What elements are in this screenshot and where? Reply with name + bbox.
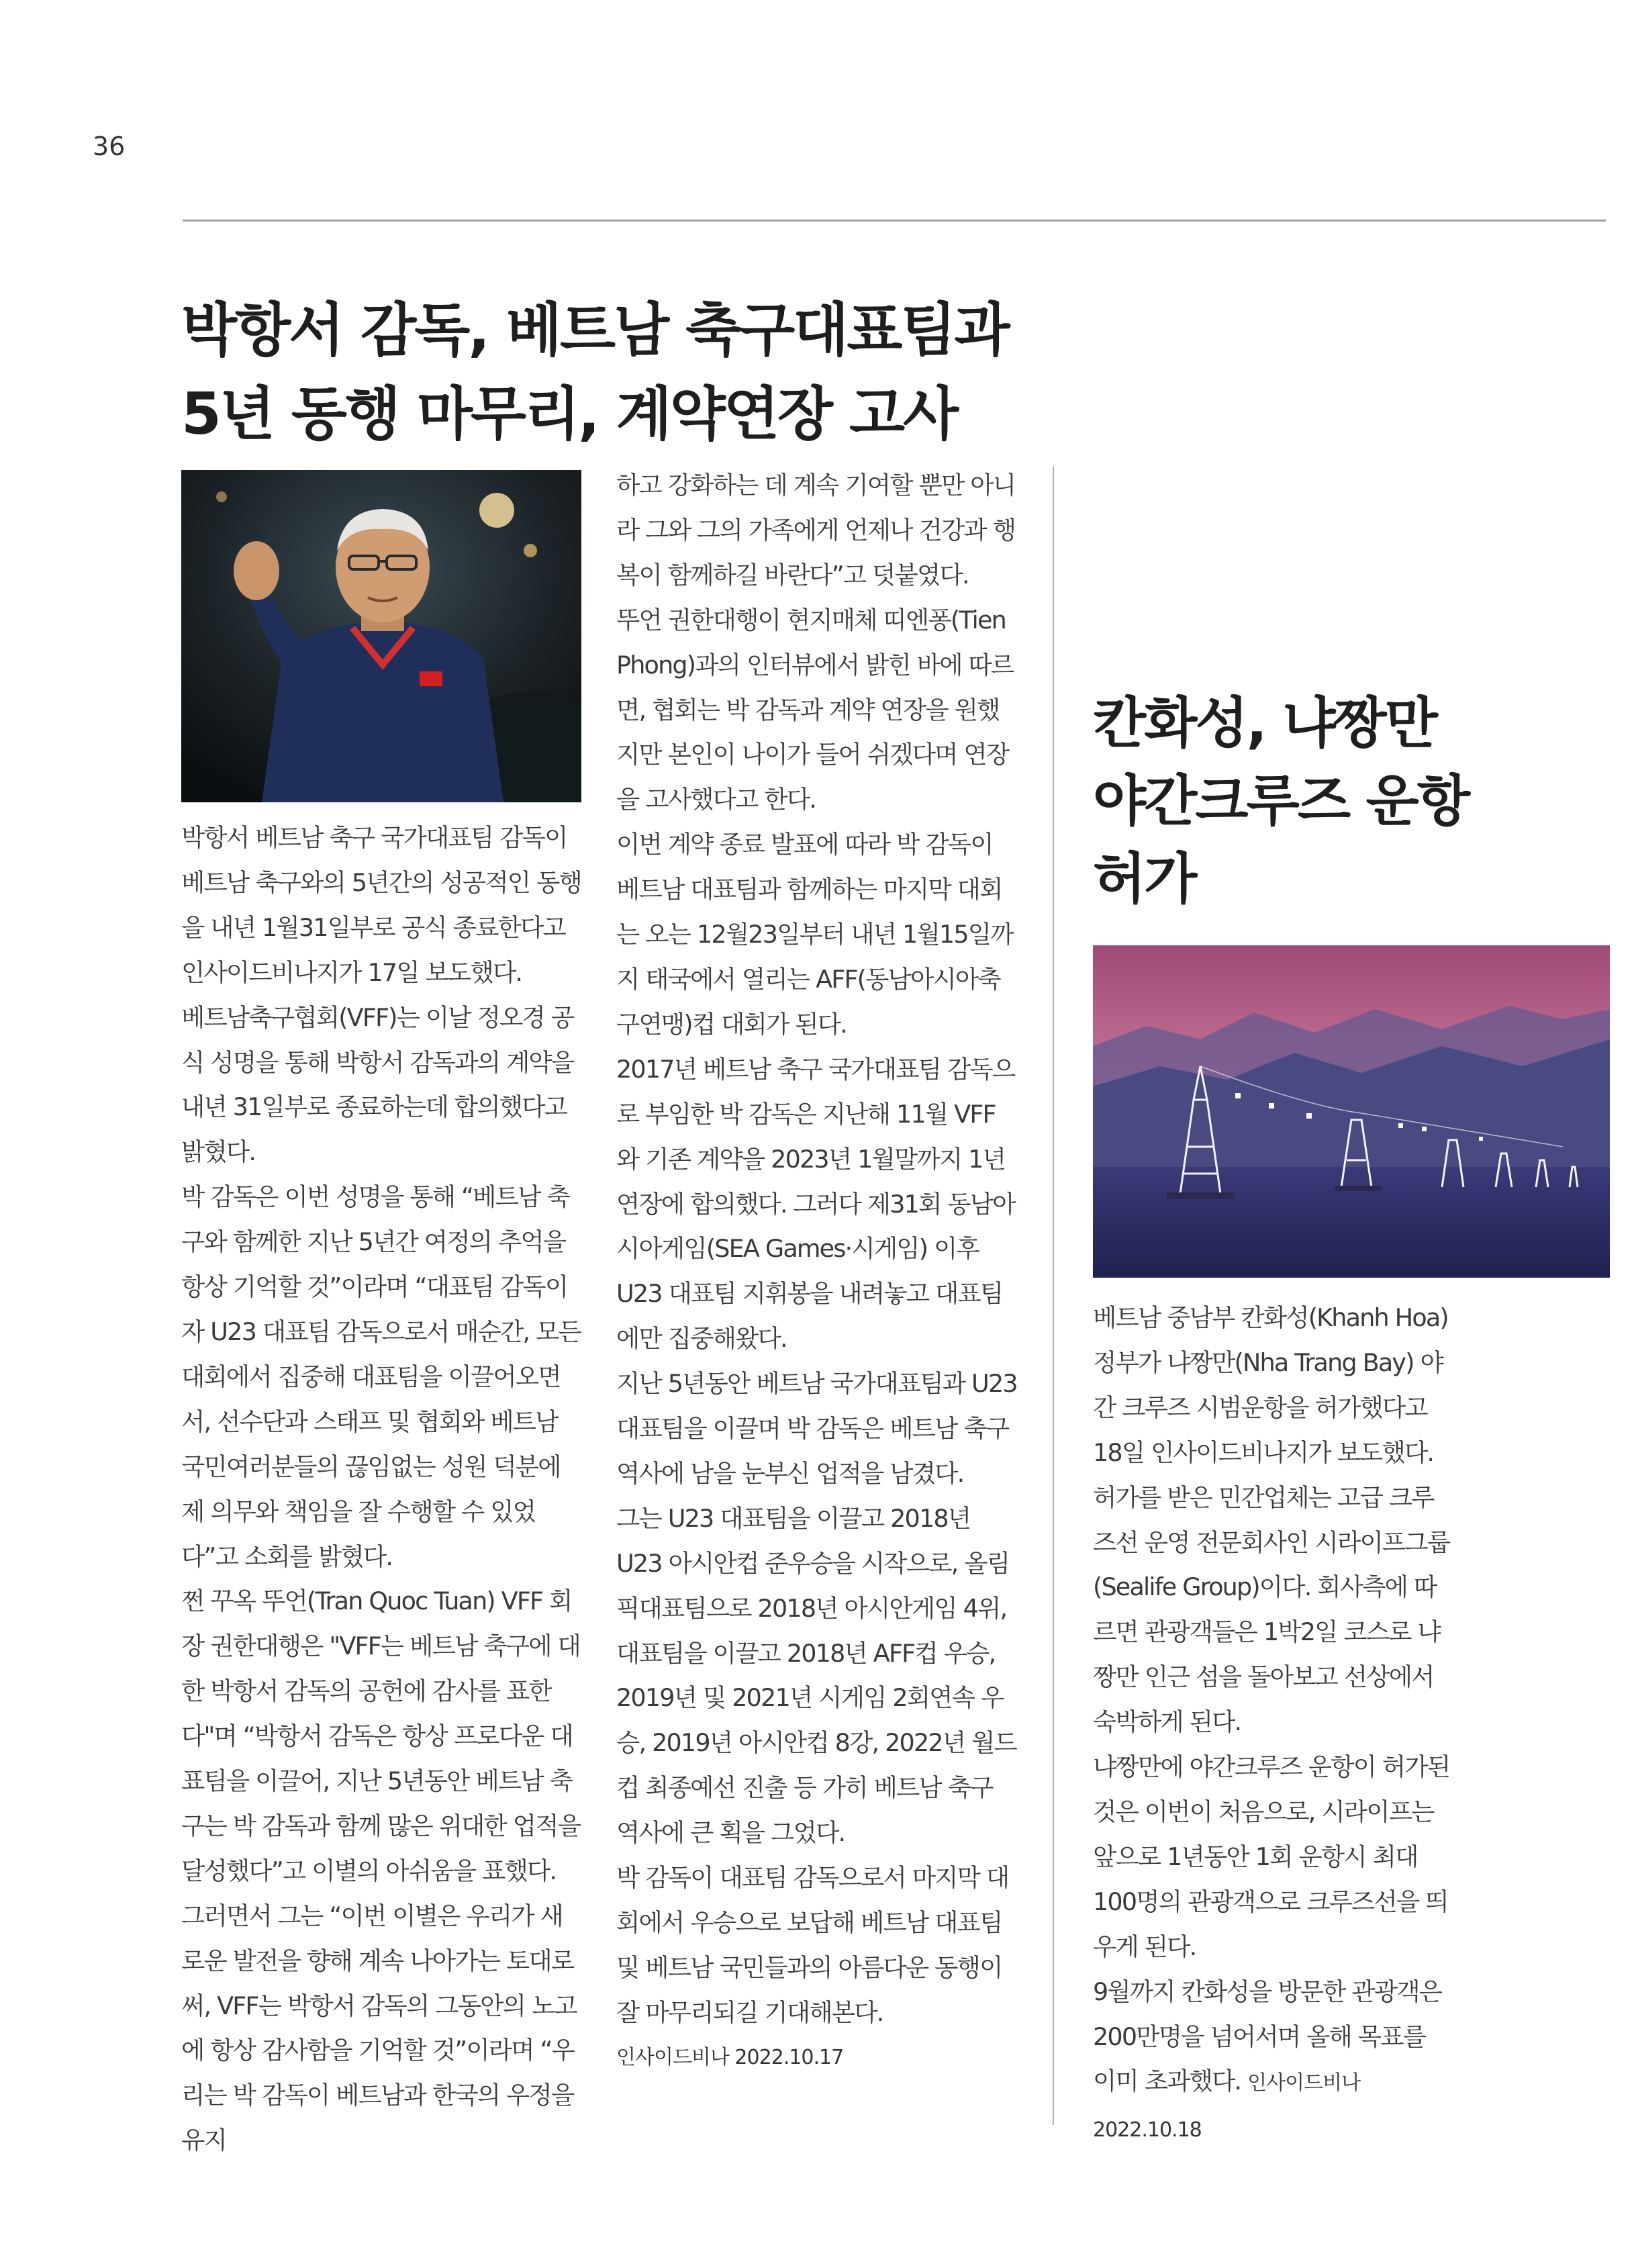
cable-car-photo <box>1093 945 1610 1278</box>
coach-photo <box>181 470 581 802</box>
article1-paragraph: 쩐 꾸옥 뚜언(Tran Quoc Tuan) VFF 회장 권한대행은 "VFF는 베트남 축구에 대한 박항서 감독의 공헌에 감사를 표한다"며 “박항서 감독은 항상 프로다운 대표팀을 이끌어, 지난 5년동안 베트남 축구는 박 감독과 함께 많은 위대한 업적을 달성했다”고 이별의 아쉬움을 표했다. <box>181 1587 581 1885</box>
article1-title <box>181 289 1027 457</box>
article2-title-line3: 허가 <box>1093 847 1196 911</box>
article1-paragraph: 지난 5년동안 베트남 국가대표팀과 U23 대표팀을 이끌며 박 감독은 베트남 축구역사에 남을 눈부신 업적을 남겼다. <box>616 1369 1017 1488</box>
article1-title-line2: 5년 동행 마무리, 계약연장 고사 <box>181 381 957 448</box>
article2-paragraph: 베트남 중남부 칸화성(Khanh Hoa) 정부가 냐짱만(Nha Trang Bay) 야간 크루즈 시범운항을 허가했다고 18일 인사이드비나지가 보도했다. <box>1093 1303 1448 1467</box>
column-divider <box>1053 467 1054 2125</box>
article1-paragraph: 박 감독은 이번 성명을 통해 “베트남 축구와 함께한 지난 5년간 여정의 추억을 항상 기억할 것”이라며 “대표팀 감독이자 U23 대표팀 감독으로서 매순간, 모든 대회에서 집중해 대표팀을 이끌어오면서, 선수단과 스태프 및 협회와 베트남 국민여러분들의 끊임없는 성원 덕분에 제 의무와 책임을 잘 수행할 수 있었다”고 소회를 밝혔다. <box>181 1182 581 1571</box>
article1-paragraph: 뚜언 권한대행이 현지매체 띠엔퐁(Tien Phong)과의 인터뷰에서 밝힌 바에 따르면, 협회는 박 감독과 계약 연장을 원했지만 본인이 나이가 들어 쉬겠다며 연장을 고사했다고 한다. <box>616 605 1014 814</box>
article1-column-2 <box>616 463 1018 2081</box>
top-rule <box>183 220 1606 222</box>
article1-paragraph: 그는 U23 대표팀을 이끌고 2018년 U23 아시안컵 준우승을 시작으로, 올림픽대표팀으로 2018년 아시안게임 4위, 대표팀을 이끌고 2018년 AFF컵 우승, 2019년 및 2021년 시게임 2회연속 우승, 2019년 아시안컵 8강, 2022년 월드컵 최종예선 진출 등 가히 베트남 축구 역사에 큰 획을 그었다. <box>616 1503 1017 1848</box>
article1-title-line1: 박항서 감독, 베트남 축구대표팀과 <box>181 297 1008 364</box>
article1-paragraph: 박항서 베트남 축구 국가대표팀 감독이 베트남 축구와의 5년간의 성공적인 동행을 내년 1월31일부로 공식 종료한다고 인사이드비나지가 17일 보도했다. <box>181 823 581 987</box>
coach-photo-image <box>181 470 581 802</box>
article1-paragraph: 하고 강화하는 데 계속 기여할 뿐만 아니라 그와 그의 가족에게 언제나 건강과 행복이 함께하길 바란다”고 덧붙였다. <box>616 471 1016 589</box>
article2-paragraph-text: 9월까지 칸화성을 방문한 관광객은 200만명을 넘어서며 올해 목표를 이미 초과했다. <box>1093 1977 1442 2096</box>
article1-paragraph: 베트남축구협회(VFF)는 이날 정오경 공식 성명을 통해 박항서 감독과의 계약을 내년 31일부로 종료하는데 합의했다고 밝혔다. <box>181 1002 574 1167</box>
article2-source: 인사이드비나 2022.10.18 <box>1093 2071 1361 2142</box>
article2-paragraph: 냐짱만에 야간크루즈 운항이 허가된 것은 이번이 처음으로, 시라이프는 앞으로 1년동안 1회 운항시 최대 100명의 관광객으로 크루즈선을 띄우게 된다. <box>1093 1752 1450 1961</box>
article2-title-line2: 야간크루즈 운항 <box>1093 769 1469 833</box>
cable-car-photo-image <box>1093 945 1610 1278</box>
article2-title-line1: 칸화성, 냐짱만 <box>1093 692 1436 755</box>
page-number: 36 <box>93 132 126 161</box>
article2-paragraph: 허가를 받은 민간업체는 고급 크루즈선 운영 전문회사인 시라이프그룹(Sealife Group)이다. 회사측에 따르면 관광객들은 1박2일 코스로 냐짱만 인근 섬을 돌아보고 선상에서 숙박하게 된다. <box>1093 1482 1450 1737</box>
article1-paragraph: 박 감독이 대표팀 감독으로서 마지막 대회에서 우승으로 보답해 베트남 대표팀 및 베트남 국민들과의 아름다운 동행이 잘 마무리되길 기대해본다. <box>616 1863 1009 2027</box>
article1-column-1 <box>181 816 583 2163</box>
article1-paragraph: 그러면서 그는 “이번 이별은 우리가 새로운 발전을 향해 계속 나아가는 토대로써, VFF는 박항서 감독의 그동안의 노고에 항상 감사함을 기억할 것”이라며 “우리는 박 감독이 베트남과 한국의 우정을 유지 <box>181 1901 577 2155</box>
article2-body <box>1093 1296 1450 2153</box>
article2-paragraph <box>1093 1970 1450 2154</box>
article1-paragraph: 이번 계약 종료 발표에 따라 박 감독이 베트남 대표팀과 함께하는 마지막 대회는 오는 12월23일부터 내년 1월15일까지 태국에서 열리는 AFF(동남아시아축구연맹)컵 대회가 된다. <box>616 830 1013 1039</box>
article2-title <box>1093 685 1590 918</box>
article1-paragraph: 2017년 베트남 축구 국가대표팀 감독으로 부임한 박 감독은 지난해 11월 VFF와 기존 계약을 2023년 1월말까지 1년 연장에 합의했다. 그러다 제31회 동남아시아게임(SEA Games·시게임) 이후 U23 대표팀 지휘봉을 내려놓고 대표팀에만 집중해왔다. <box>616 1054 1015 1354</box>
article1-source: 인사이드비나 2022.10.17 <box>616 2045 844 2069</box>
